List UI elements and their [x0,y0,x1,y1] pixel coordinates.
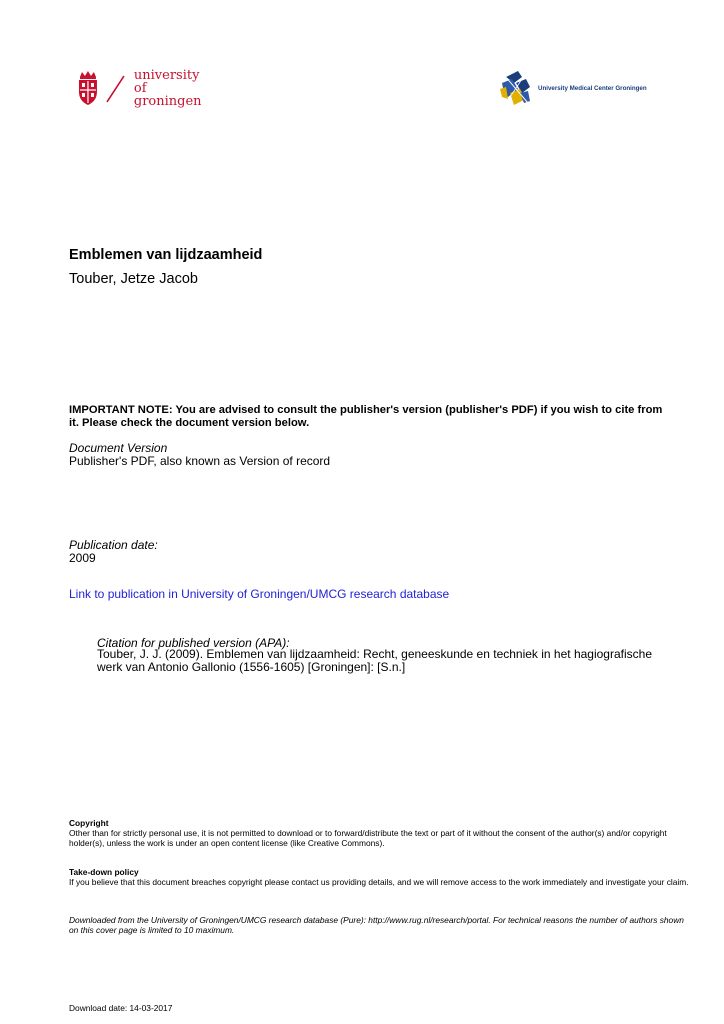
umcg-emblem-icon [498,69,534,107]
important-note: IMPORTANT NOTE: You are advised to consult the publisher's version (publisher's PDF) if you wish to cite from it. Please check the document version below. [69,404,663,429]
citation-text: Touber, J. J. (2009). Emblemen van lijdzaamheid: Recht, geneeskunde en techniek in het hagiografische werk van Antonio Gallonio (1556-1605) [Groningen]: [S.n.] [97,647,652,674]
publication-date-value: 2009 [69,551,96,565]
umcg-wordmark: University Medical Center Groningen [538,84,647,92]
document-version-value: Publisher's PDF, also known as Version of record [69,454,331,468]
document-author: Touber, Jetze Jacob [69,271,198,287]
publication-link[interactable]: Link to publication in University of Groningen/UMCG research database [69,587,450,601]
rug-wordmark [134,69,216,108]
document-version-label: Document Version [69,441,168,455]
rug-slash-icon [104,70,126,106]
rug-crest-icon [76,70,100,106]
umcg-logo [498,68,668,108]
citation-label: Citation for published version (APA): [97,636,290,650]
rug-wordmark-line2: groningen [133,93,202,109]
download-date: Download date: 14-03-2017 [69,1003,173,1013]
publication-date-label: Publication date: [69,538,158,552]
document-title: Emblemen van lijdzaamheid [69,247,263,263]
copyright-body: Other than for strictly personal use, it is not permitted to download or to forward/distribute the text or part of it without the consent of the author(s) and/or copyright holder(s), unless the work is under an open content license (like Creative Commons). [69,828,667,849]
copyright-heading: Copyright [69,818,109,828]
takedown-body: If you believe that this document breaches copyright please contact us providing details, and we will remove access to the work immediately and investigate your claim. [69,877,689,887]
downloaded-note: Downloaded from the University of Groningen/UMCG research database (Pure): http://www.rug.nl/research/portal. For technical reasons the number of authors shown on this cover page is limited to 10 maximum. [69,915,684,936]
takedown-heading: Take-down policy [69,867,139,877]
university-of-groningen-logo [76,68,216,108]
rug-wordmark-line1: university of [133,67,200,96]
